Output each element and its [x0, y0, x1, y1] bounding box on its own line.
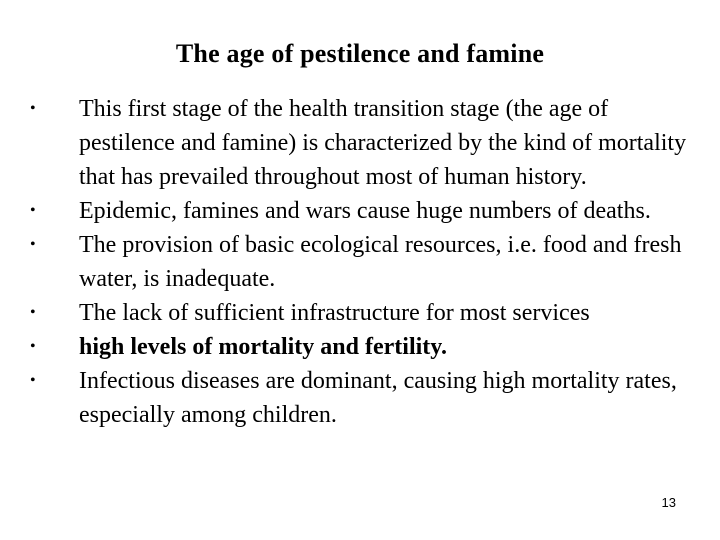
bullet-dot-icon: • [30, 338, 36, 355]
bullet-text: high levels of mortality and fertility. [79, 334, 447, 360]
page-number: 13 [661, 495, 676, 510]
bullet-text: Infectious diseases are dominant, causing high mortality rates, especially among children. [79, 368, 677, 428]
bullet-dot-icon: • [30, 372, 36, 389]
bullet-dot-icon: • [30, 202, 36, 219]
bullet-text: This first stage of the health transition stage (the age of pestilence and famine) is characterized by the kind of mortality that has prevailed throughout most of human history. [79, 96, 687, 190]
slide-title: The age of pestilence and famine [175, 39, 545, 68]
bullet-dot-icon: • [30, 304, 36, 321]
bullet-dot-icon: • [30, 236, 36, 253]
bullet-list [0, 92, 720, 432]
bullet-text: The provision of basic ecological resources, i.e. food and fresh water, is inadequate. [79, 232, 682, 292]
bullet-item [0, 228, 720, 296]
bullet-item [0, 194, 720, 228]
bullet-item [0, 330, 720, 364]
bullet-item [0, 92, 720, 194]
bullet-item [0, 364, 720, 432]
bullet-item [0, 296, 720, 330]
bullet-text: Epidemic, famines and wars cause huge numbers of deaths. [79, 198, 651, 224]
bullet-text: The lack of sufficient infrastructure for most services [79, 300, 590, 326]
bullet-dot-icon: • [30, 100, 36, 117]
